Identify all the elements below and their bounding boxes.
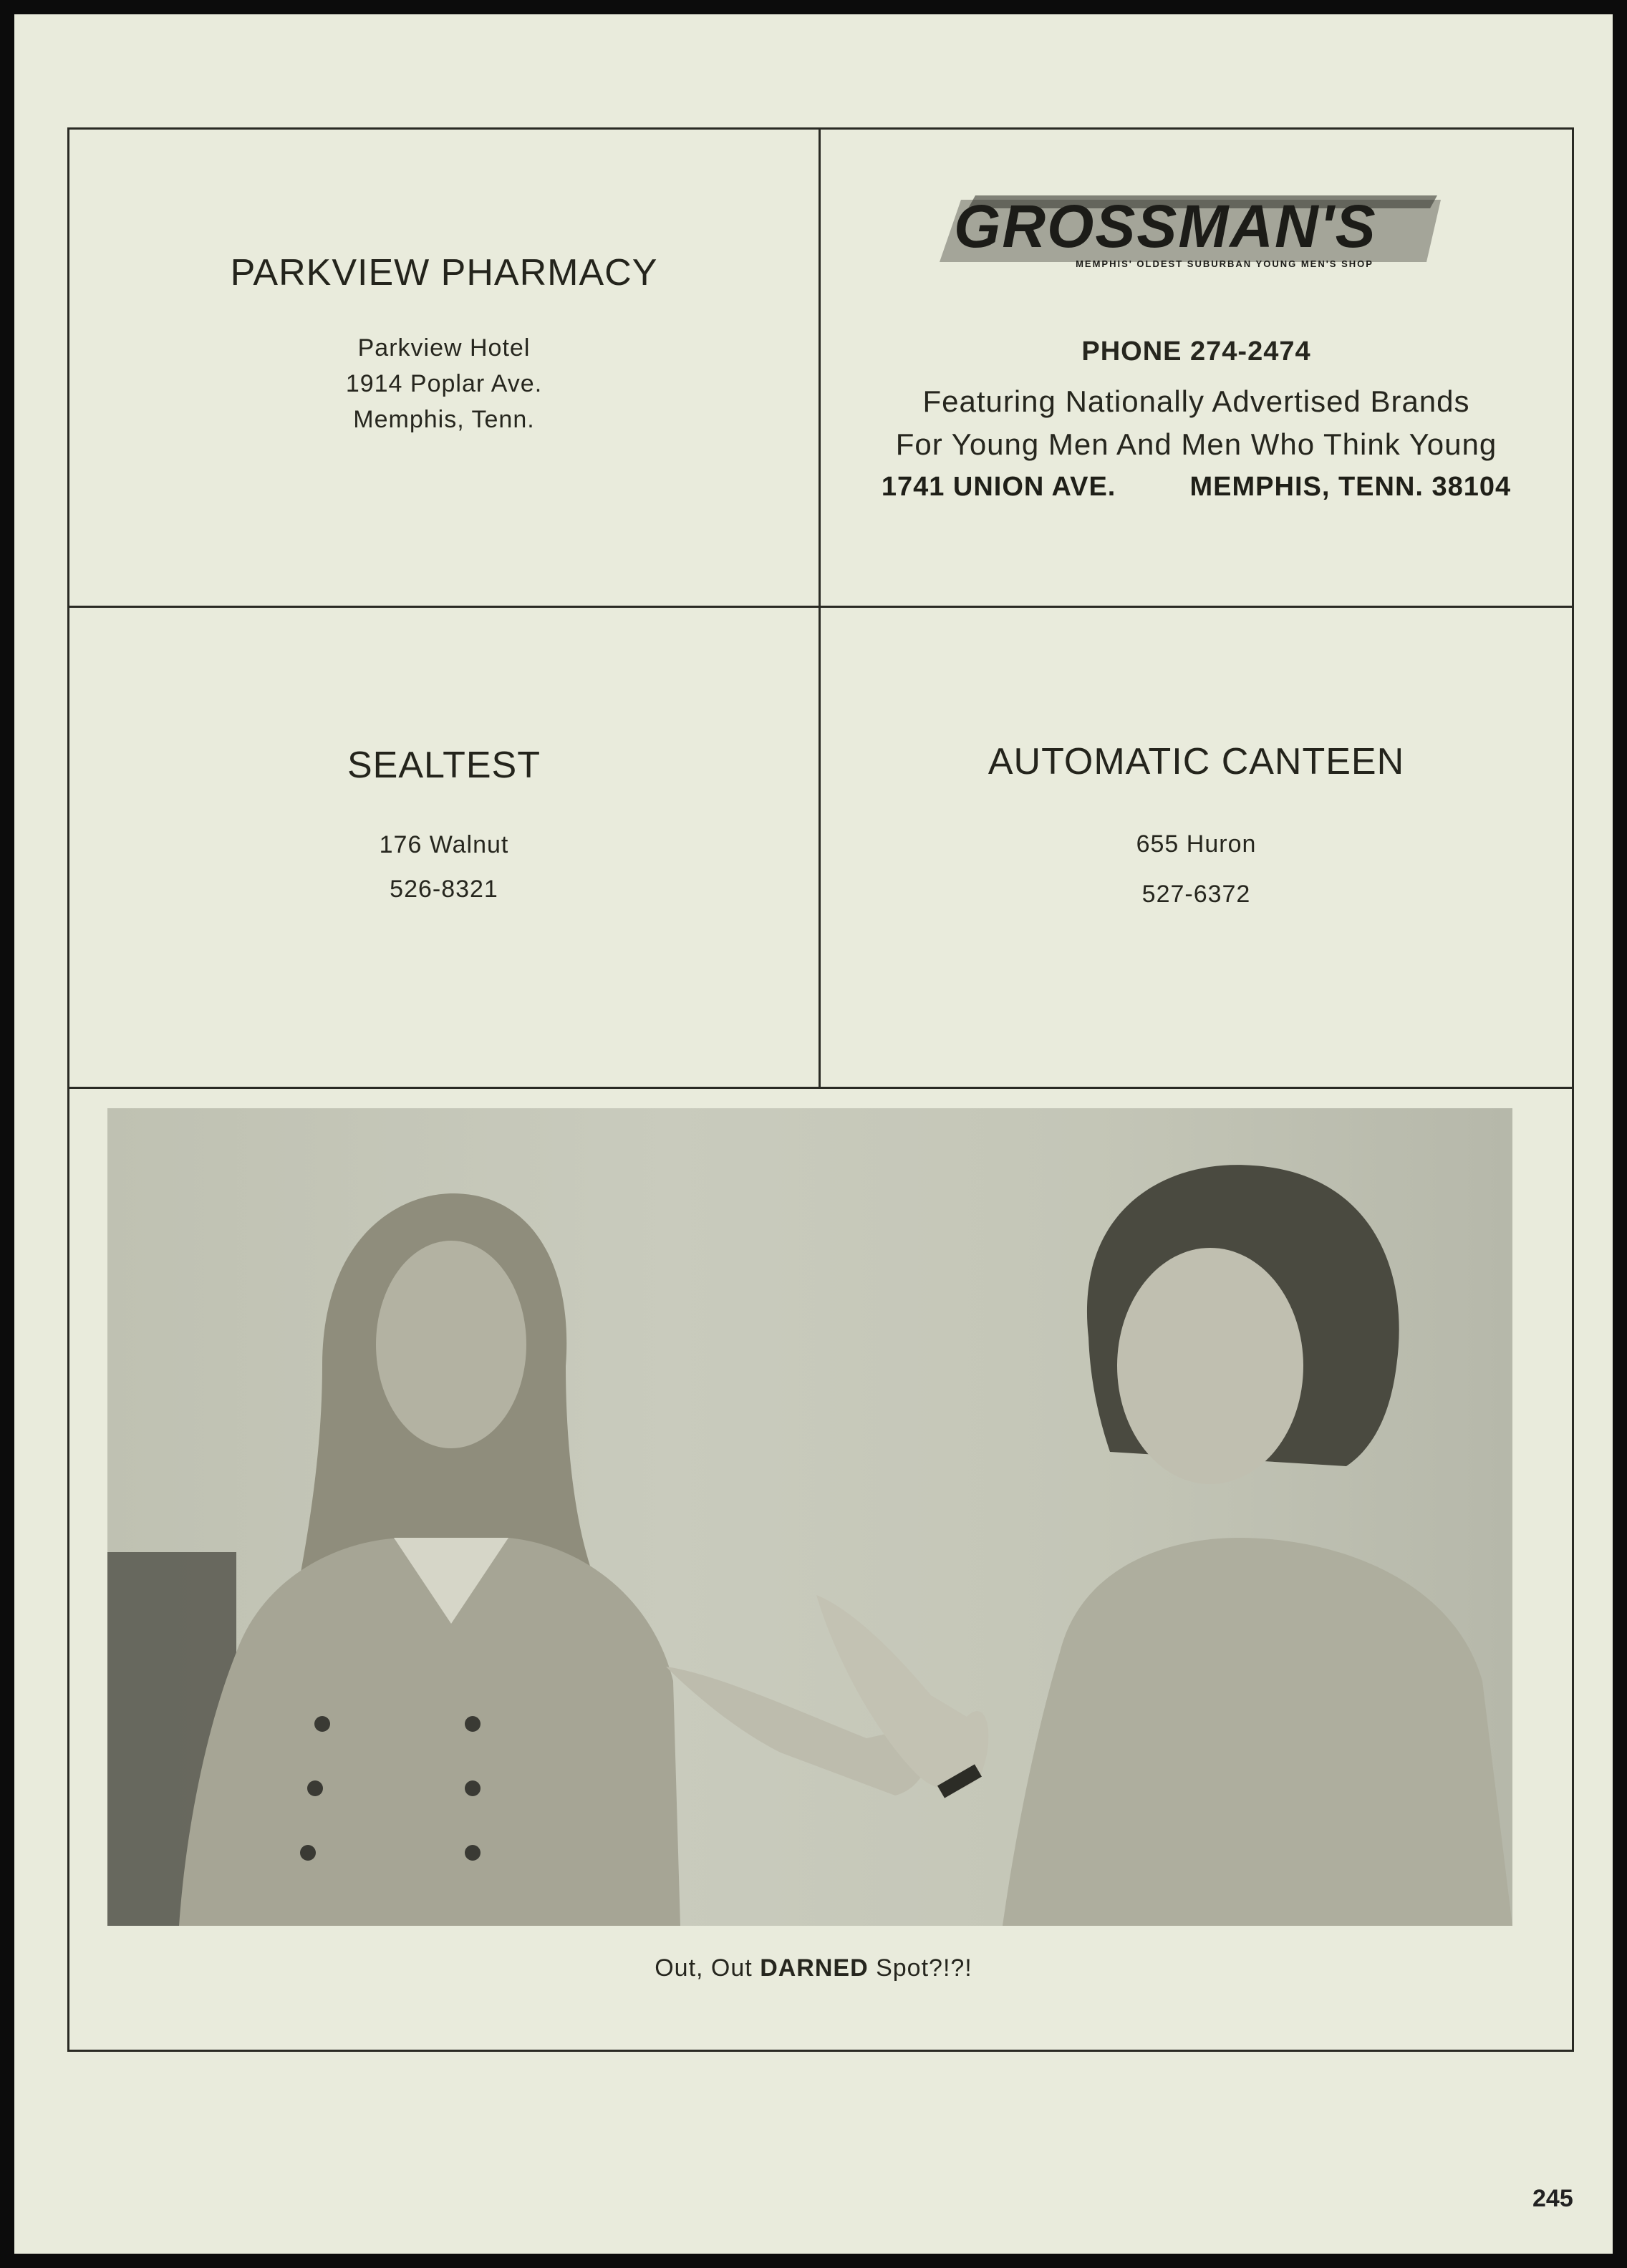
caption-text-pre: Out, Out — [655, 1954, 761, 1982]
ad-sealtest — [69, 608, 819, 1087]
ad-address-line: 176 Walnut — [379, 831, 509, 858]
ad-address-line: Parkview Hotel — [357, 334, 531, 362]
grossmans-phone: PHONE 274-2474 — [1081, 336, 1311, 367]
ad-address-line: Memphis, Tenn. — [353, 406, 535, 433]
page-number: 245 — [1532, 2185, 1573, 2212]
yearbook-page — [14, 14, 1613, 2254]
photo-illustration — [107, 1108, 1512, 1926]
ad-address-line: 1914 Poplar Ave. — [345, 370, 543, 397]
ad-address-line: 655 Huron — [1136, 830, 1257, 858]
grossmans-address: 1741 UNION AVE. — [881, 472, 1116, 502]
grossmans-city: MEMPHIS, TENN. 38104 — [1189, 472, 1512, 502]
ad-phone-line: 527-6372 — [1141, 881, 1251, 908]
ad-grossmans — [821, 130, 1572, 606]
ad-title: SEALTEST — [347, 745, 541, 786]
photograph — [107, 1108, 1512, 1926]
ad-parkview-pharmacy — [69, 130, 819, 606]
ad-phone-line: 526-8321 — [390, 876, 498, 903]
divider-horizontal-2 — [69, 1087, 1572, 1089]
caption-text-post: Spot?!?! — [868, 1954, 972, 1982]
ad-title: AUTOMATIC CANTEEN — [988, 741, 1405, 782]
logo-tagline: MEMPHIS' OLDEST SUBURBAN YOUNG MEN'S SHOP — [1076, 258, 1373, 269]
photo-caption — [14, 1954, 1613, 1982]
grossmans-logo — [925, 194, 1441, 276]
ad-title: PARKVIEW PHARMACY — [230, 252, 658, 294]
caption-text-bold: DARNED — [760, 1954, 869, 1982]
logo-wordmark: GROSSMAN'S — [954, 193, 1377, 260]
ad-automatic-canteen — [821, 608, 1572, 1087]
grossmans-line-2: For Young Men And Men Who Think Young — [895, 427, 1497, 461]
grossmans-line-1: Featuring Nationally Advertised Brands — [922, 384, 1470, 418]
